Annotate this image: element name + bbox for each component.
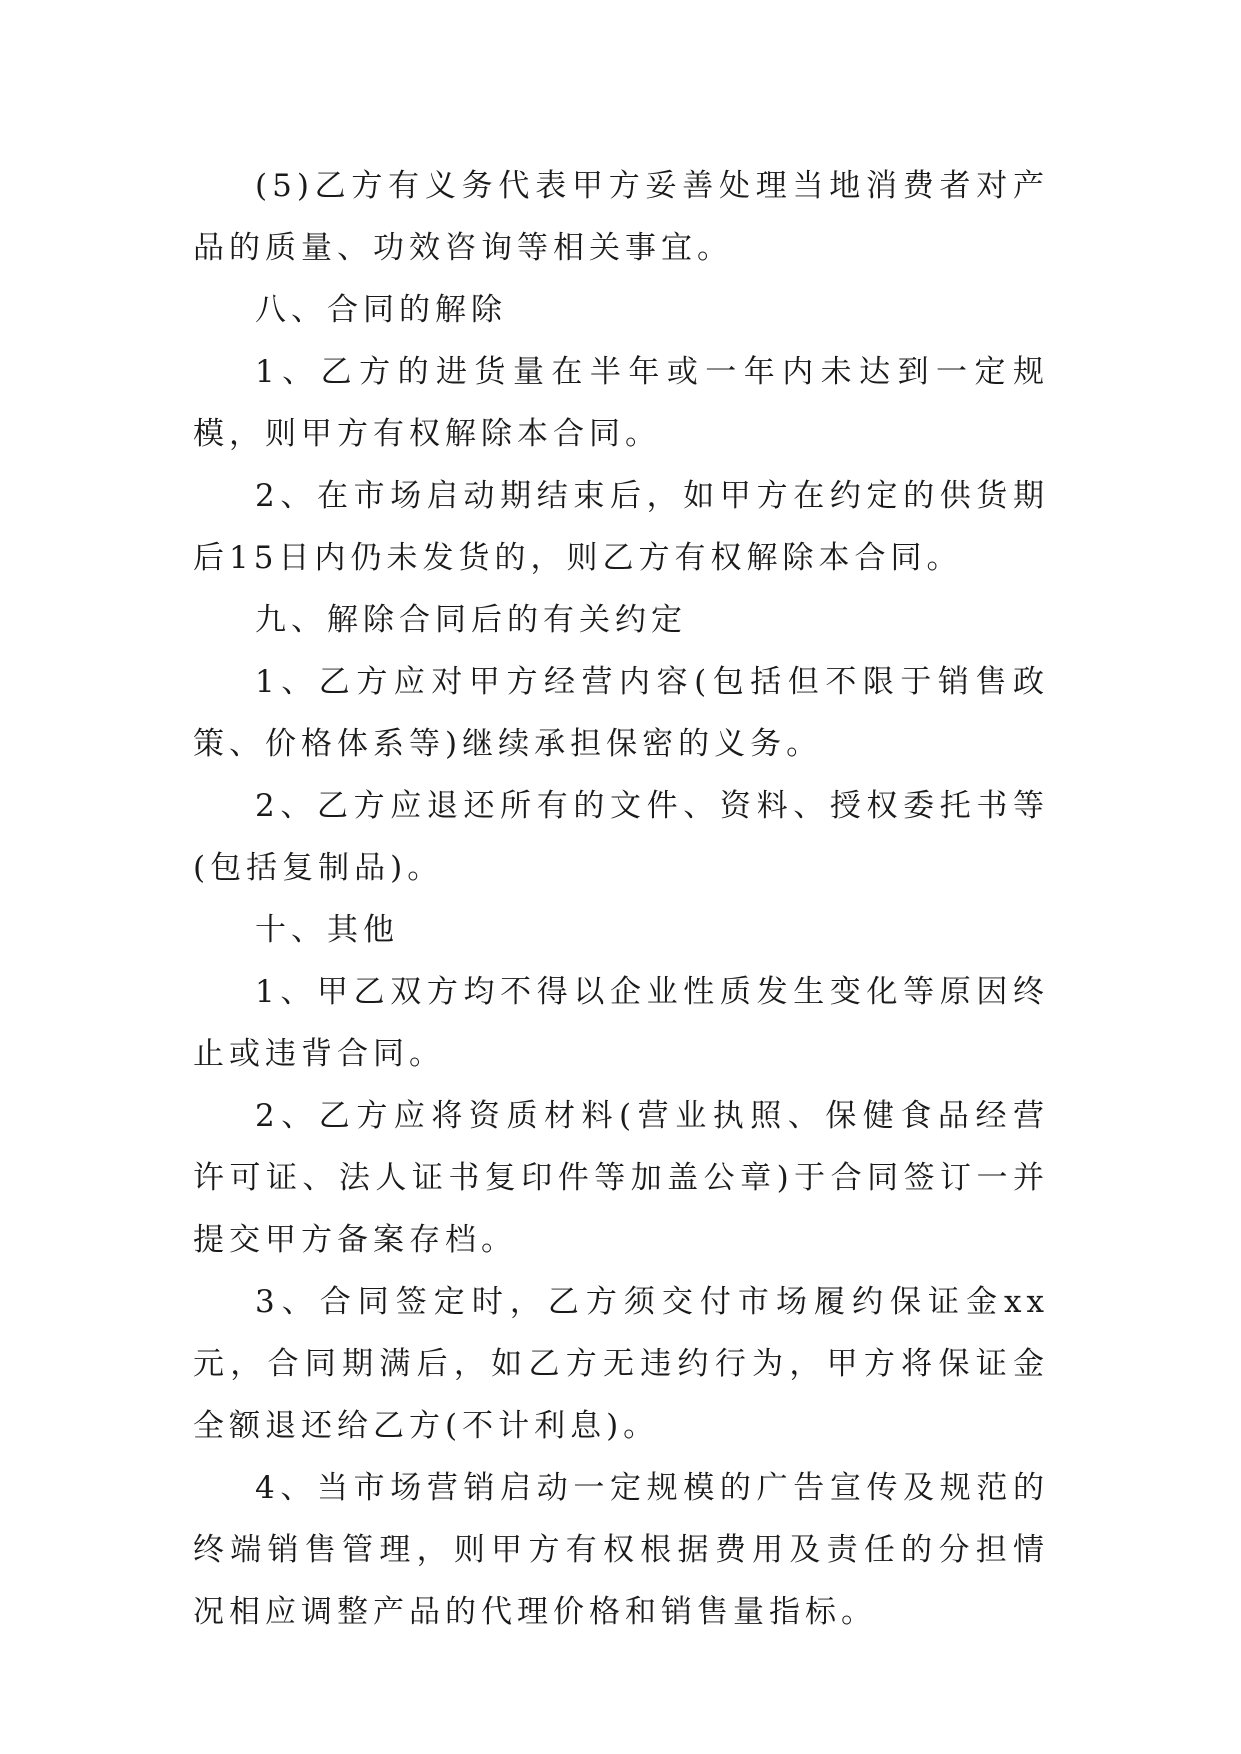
paragraph-other-4: 4、当市场营销启动一定规模的广告宣传及规范的终端销售管理，则甲方有权根据费用及责任的分担情况相应调整产品的代理价格和销售量指标。 <box>193 1470 1049 1630</box>
paragraph-post-termination-1: 1、乙方应对甲方经营内容(包括但不限于销售政策、价格体系等)继续承担保密的义务。 <box>193 664 1049 762</box>
paragraph-other-1: 1、甲乙双方均不得以企业性质发生变化等原因终止或违背合同。 <box>193 974 1049 1072</box>
paragraph-item-5-obligation: (5)乙方有义务代表甲方妥善处理当地消费者对产品的质量、功效咨询等相关事宜。 <box>193 168 1049 266</box>
section-heading-termination: 八、合同的解除 <box>255 292 507 328</box>
paragraph-other-2: 2、乙方应将资质材料(营业执照、保健食品经营许可证、法人证书复印件等加盖公章)于合同签订一并提交甲方备案存档。 <box>193 1098 1049 1258</box>
paragraph-post-termination-2: 2、乙方应退还所有的文件、资料、授权委托书等(包括复制品)。 <box>193 788 1049 886</box>
section-heading-other: 十、其他 <box>255 912 399 948</box>
paragraph-other-3: 3、合同签定时，乙方须交付市场履约保证金xx元，合同期满后，如乙方无违约行为，甲方将保证金全额退还给乙方(不计利息)。 <box>193 1284 1049 1444</box>
section-heading-post-termination: 九、解除合同后的有关约定 <box>255 602 687 638</box>
document-body <box>193 155 1049 1643</box>
paragraph-termination-1: 1、乙方的进货量在半年或一年内未达到一定规模，则甲方有权解除本合同。 <box>193 354 1049 452</box>
paragraph-termination-2: 2、在市场启动期结束后，如甲方在约定的供货期后15日内仍未发货的，则乙方有权解除本合同。 <box>193 478 1049 576</box>
